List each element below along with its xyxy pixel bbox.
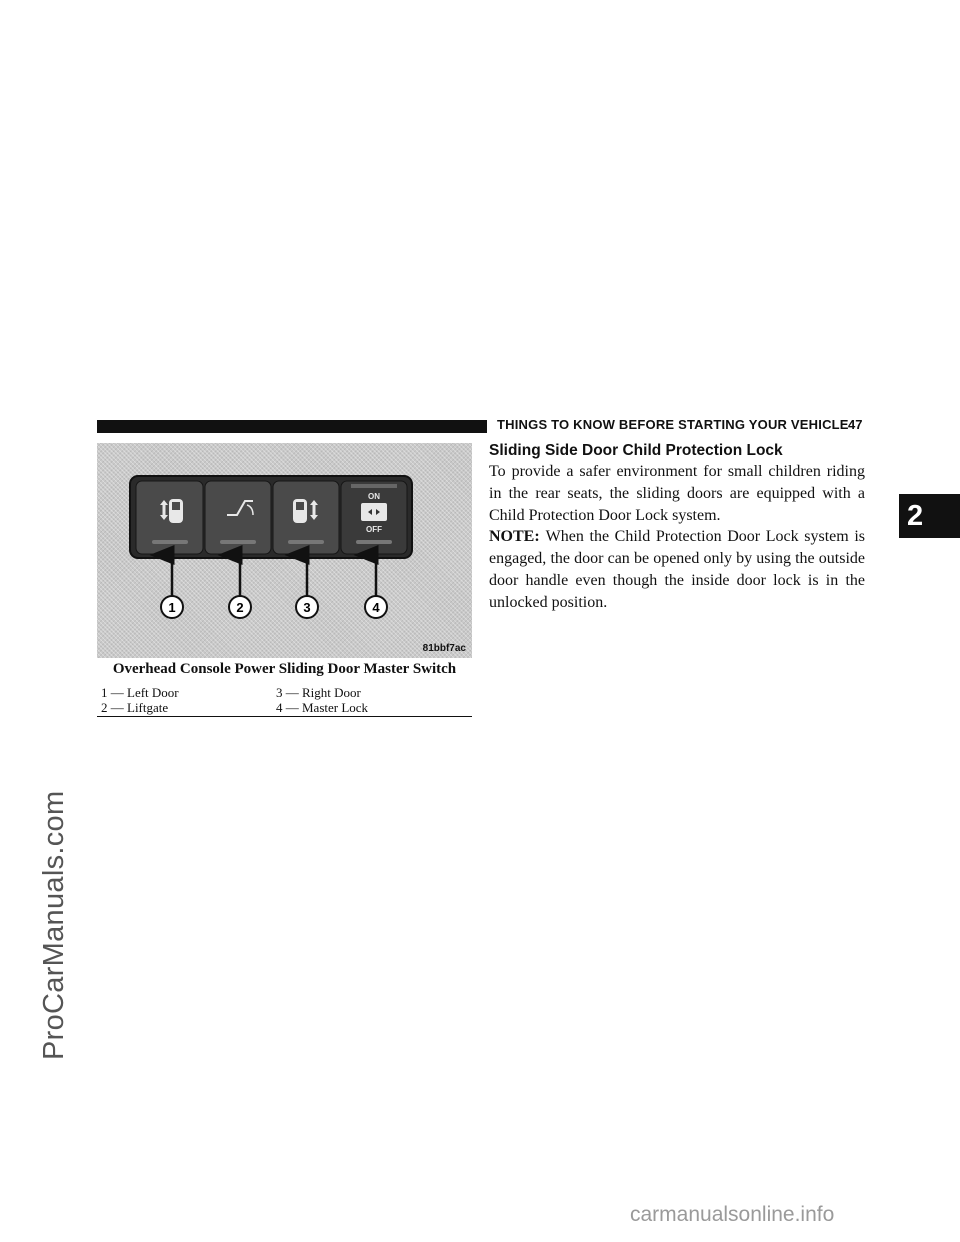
- legend-item: 1 — Left Door: [101, 685, 179, 700]
- legend-row: [101, 685, 472, 700]
- callout-1: 1: [168, 600, 176, 615]
- bottom-watermark: carmanualsonline.info: [630, 1203, 835, 1226]
- switch-illustration: [97, 443, 472, 658]
- running-header-title: THINGS TO KNOW BEFORE STARTING YOUR VEHICLE: [497, 417, 849, 432]
- switch-figure: [97, 443, 472, 658]
- switch-on-label: ON: [368, 492, 380, 501]
- section-title: Sliding Side Door Child Protection Lock: [489, 442, 783, 459]
- header-bar: [97, 420, 487, 433]
- legend-item: 4 — Master Lock: [276, 700, 369, 715]
- callout-4: 4: [372, 600, 380, 615]
- callout-2: 2: [236, 600, 244, 615]
- switch-off-label: OFF: [366, 525, 382, 534]
- callout-3: 3: [303, 600, 311, 615]
- figure-code: 81bbf7ac: [422, 643, 466, 654]
- legend-row: [101, 700, 472, 715]
- note-paragraph: [489, 526, 865, 614]
- legend-item: 2 — Liftgate: [101, 700, 169, 715]
- legend-item: 3 — Right Door: [276, 685, 361, 700]
- legend-rule: [97, 716, 472, 717]
- intro-paragraph: To provide a safer environment for small children riding in the rear seats, the sliding doors are equipped with a Child Protection Door Lock system.: [489, 463, 865, 524]
- page-number: 47: [848, 417, 863, 432]
- note-text: When the Child Protection Door Lock system is engaged, the door can be opened only by using the outside door handle even though the inside door lock is in the unlocked position.: [489, 528, 865, 611]
- note-label: NOTE:: [489, 528, 540, 545]
- right-door-icon: [293, 499, 318, 523]
- chapter-tab: 2: [899, 494, 960, 538]
- figure-legend: [101, 685, 472, 715]
- figure-caption: Overhead Console Power Sliding Door Master Switch: [112, 661, 457, 677]
- side-watermark: ProCarManuals.com: [38, 790, 70, 1060]
